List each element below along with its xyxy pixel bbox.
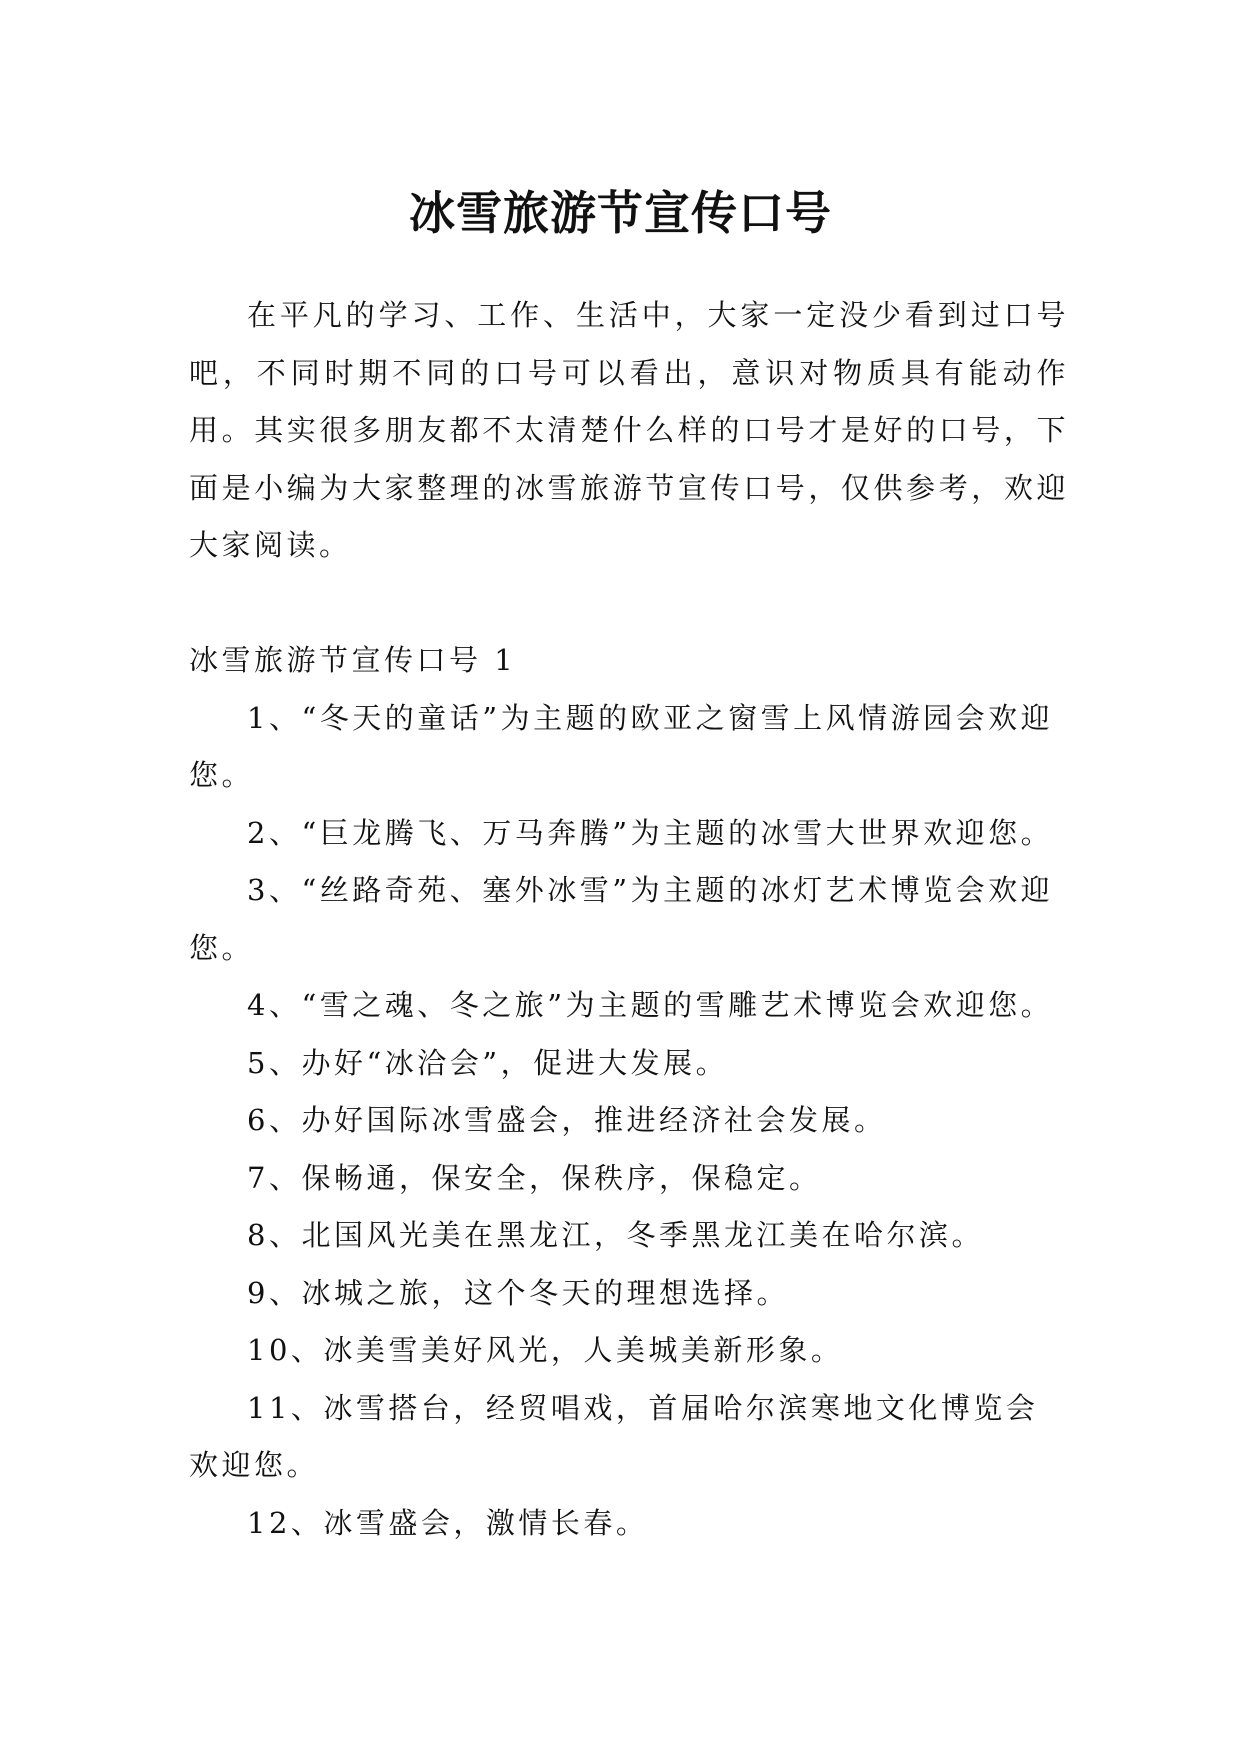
slogan-item: 1、“冬天的童话”为主题的欧亚之窗雪上风情游园会欢迎您。 (189, 700, 1054, 792)
intro-paragraph: 在平凡的学习、工作、生活中，大家一定没少看到过口号吧，不同时期不同的口号可以看出，意识对物质具有能动作用。其实很多朋友都不太清楚什么样的口号才是好的口号，下面是小编为大家整理的冰雪旅游节宣传口号，仅供参考，欢迎大家阅读。 (189, 298, 1069, 562)
slogan-item: 4、“雪之魂、冬之旅”为主题的雪雕艺术博览会欢迎您。 (247, 988, 1054, 1022)
slogan-item: 10、冰美雪美好风光，人美城美新形象。 (247, 1333, 844, 1367)
slogan-item: 12、冰雪盛会，激情长春。 (247, 1505, 649, 1540)
slogan-item: 3、“丝路奇苑、塞外冰雪”为主题的冰灯艺术博览会欢迎您。 (189, 873, 1054, 965)
slogan-item: 2、“巨龙腾飞、万马奔腾”为主题的冰雪大世界欢迎您。 (247, 815, 1054, 850)
slogan-item: 8、北国风光美在黑龙江，冬季黑龙江美在哈尔滨。 (247, 1218, 984, 1252)
slogan-list (189, 690, 1069, 1553)
document-body (189, 287, 1069, 1552)
slogan-item: 9、冰城之旅，这个冬天的理想选择。 (247, 1275, 789, 1310)
page-title: 冰雪旅游节宣传口号 (409, 185, 832, 240)
slogan-item: 5、办好“冰洽会”，促进大发展。 (247, 1045, 729, 1080)
slogan-item: 11、冰雪搭台，经贸唱戏，首届哈尔滨寒地文化博览会欢迎您。 (189, 1390, 1039, 1482)
section-heading: 冰雪旅游节宣传口号 1 (189, 643, 517, 677)
slogan-item: 6、办好国际冰雪盛会，推进经济社会发展。 (247, 1103, 887, 1137)
slogan-item: 7、保畅通，保安全，保秩序，保稳定。 (247, 1160, 822, 1195)
